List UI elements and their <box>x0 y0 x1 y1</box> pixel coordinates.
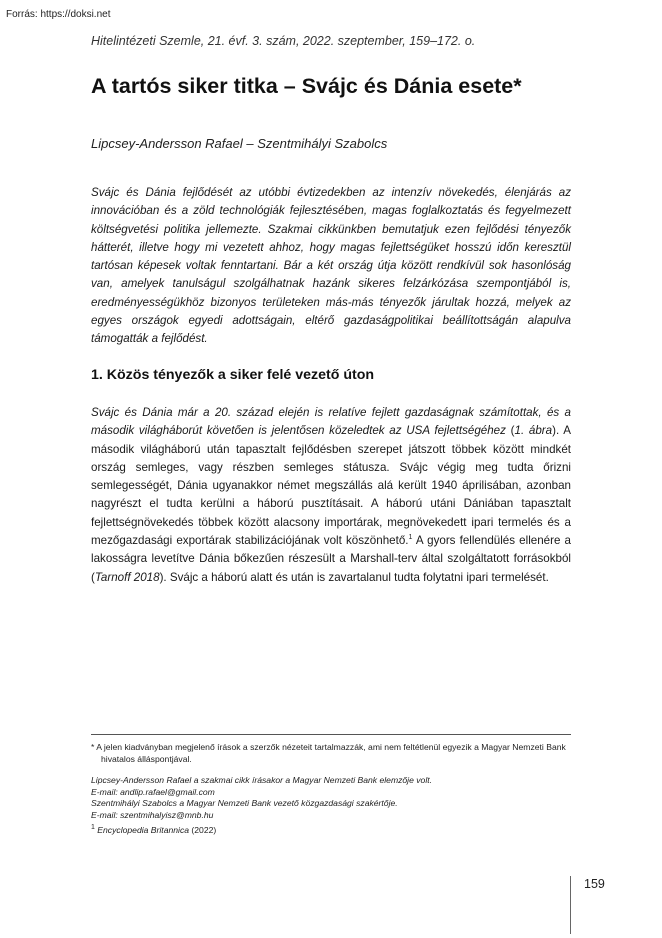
body-paragraph <box>91 404 571 587</box>
figure-reference: 1. ábra <box>514 424 553 438</box>
body-italic-lead: Svájc és Dánia már a 20. század elején is relatíve fejlett gazdaságnak számítottak, és a második világháborút követően is jelentősen közeledtek az USA fejlettségéhez <box>91 406 571 438</box>
footnote-source-title: Encyclopedia Britannica <box>97 825 190 835</box>
abstract: Svájc és Dánia fejlődését az utóbbi évtizedekben az intenzív növekedés, élenjárás az innovációban és a zöld technológiák fejlesztésében, magas foglalkoztatás és fegyelmezett költségvetési politika jellemezte. Szakmai cikkünkben bemutatjuk ezen fejlődési tényezők hátterét, illetve hogy mi vezetett ahhoz, hogy magas fejlettségüket hosszú időn keresztül tartósan képesek voltak fenntartani. Bár a két ország útja között rendkívül sok hasonlóság van, amelyek tanulságul szolgálhatnak hazánk sikeres felzárkózása szempontjából is, eredményességükhöz bizonyos területeken más-más tényezők járultak hozzá, melyek az egyes országok egyedi adottságain, eltérő gazdaságpolitikai beállítottságán alapulva támogatták a fejlődést. <box>91 186 571 346</box>
affiliation-2: Szentmihályi Szabolcs a Magyar Nemzeti Bank vezető közgazdasági szakértője. <box>91 798 398 809</box>
section-heading: 1. Közös tényezők a siker felé vezető úton <box>91 367 375 383</box>
footnote-marker: 1 <box>408 534 413 542</box>
footnote-1 <box>91 825 571 837</box>
footnote-divider <box>91 734 571 735</box>
authors: Lipcsey-Andersson Rafael – Szentmihályi Szabolcs <box>91 136 388 151</box>
body-text: ). A második világháború után tapasztalt fejlődésben szerepet játszott többek között mindkét ország semleges, vagy részben semleges státusza. Svájc végig meg tudta őrizni semlegességét, Dánia ugyanakkor német megszállás alá került 1940 áprilisában, azonban nagyrészt el tudta kerülni a háború pusztításait. A háború utáni Dániában tapasztalt fejlettségnövekedés többek között alacsony importárak, megnövekedett ipari termelés és a mezőgazdasági exportárak stabilizációjának volt köszönhető. <box>91 424 571 548</box>
page-number: 159 <box>584 877 605 891</box>
affiliation-1: Lipcsey-Andersson Rafael a szakmai cikk írásakor a Magyar Nemzeti Bank elemzője volt. <box>91 775 433 785</box>
email-1: E-mail: andlip.rafael@gmail.com <box>91 786 215 797</box>
citation: Tarnoff 2018 <box>94 570 160 584</box>
page-number-divider <box>570 876 571 934</box>
footnote-number: 1 <box>91 824 95 832</box>
author-affiliations <box>91 775 571 821</box>
journal-citation: Hitelintézeti Szemle, 21. évf. 3. szám, 2022. szeptember, 159–172. o. <box>91 34 476 48</box>
footnote-disclaimer: * A jelen kiadványban megjelenő írások a szerzők nézeteit tartalmazzák, ami nem feltétlenül egyezik a Magyar Nemzeti Bank hivatalos álláspontjával. <box>91 742 566 764</box>
body-text: ). Svájc a háború alatt és után is zavartalanul tudta folytatni ipari termelését. <box>159 570 549 584</box>
article-title: A tartós siker titka – Svájc és Dánia esete* <box>91 74 522 98</box>
body-text: ( <box>505 424 515 438</box>
body-text: A gyors fellendülés ellenére a lakosságra levetítve Dánia bőkezűen részesült a Marshall-terv által szolgáltatott forrásokból ( <box>91 534 571 584</box>
source-note: Forrás: https://doksi.net <box>6 9 111 20</box>
footnote-year: (2022) <box>189 825 217 835</box>
email-2: E-mail: szentmihalyisz@mnb.hu <box>91 809 214 820</box>
